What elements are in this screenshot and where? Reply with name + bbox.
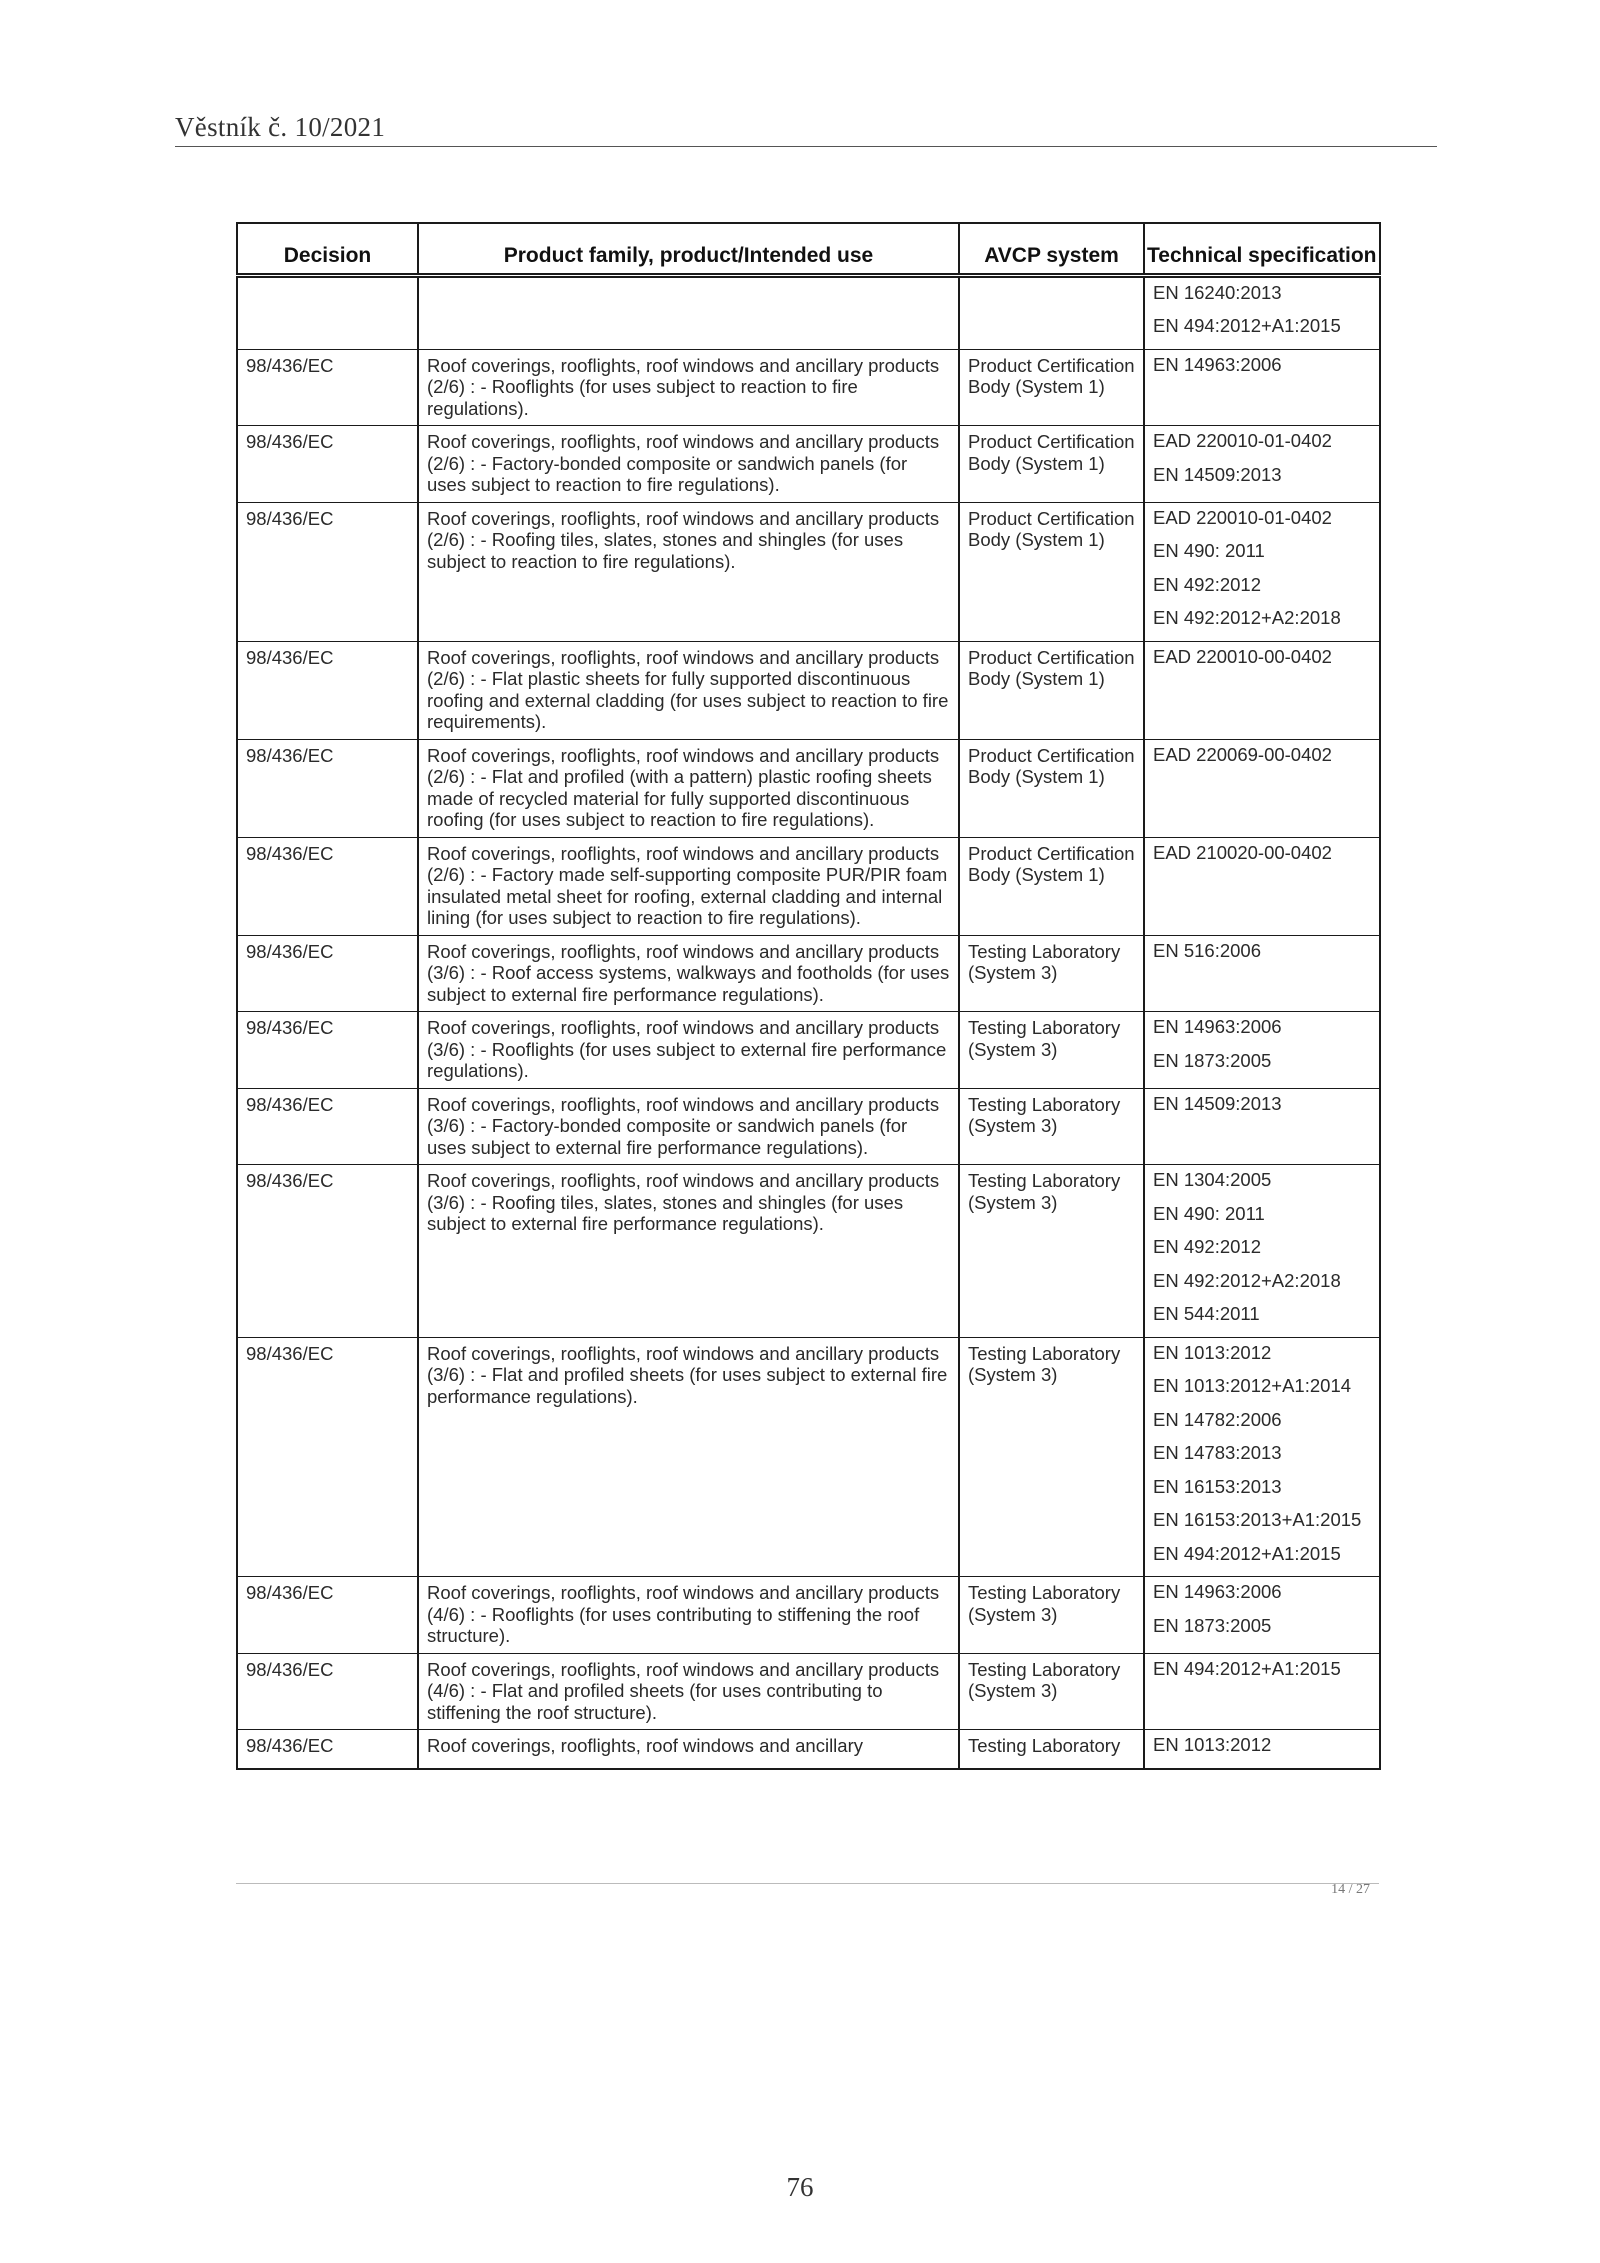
specification-item: EN 1013:2012 bbox=[1153, 1734, 1272, 1755]
specification-cell bbox=[1144, 1337, 1380, 1577]
avcp-cell bbox=[959, 275, 1144, 349]
specification-item: EN 1304:2005 bbox=[1153, 1169, 1272, 1190]
product-cell: Roof coverings, rooflights, roof windows and ancillary products (3/6) : - Roofing tiles, slates, stones and shingles (for uses subject to external fire performance regulations). bbox=[418, 1165, 959, 1338]
decision-cell: 98/436/EC bbox=[237, 1337, 418, 1577]
table-row bbox=[237, 1337, 1380, 1577]
page-of-counter: 14 / 27 bbox=[1331, 1882, 1370, 1897]
specification-item: EN 16153:2013+A1:2015 bbox=[1153, 1509, 1362, 1530]
column-header-product: Product family, product/Intended use bbox=[418, 223, 959, 275]
table-header-row bbox=[237, 223, 1380, 275]
product-cell: Roof coverings, rooflights, roof windows and ancillary products (4/6) : - Flat and profiled sheets (for uses contributing to stiffening the roof structure). bbox=[418, 1653, 959, 1730]
table-row bbox=[237, 1730, 1380, 1769]
specification-item: EN 14963:2006 bbox=[1153, 1016, 1282, 1037]
table-row bbox=[237, 641, 1380, 739]
product-cell: Roof coverings, rooflights, roof windows and ancillary products (2/6) : - Flat plastic sheets for fully supported discontinuous roofing and external cladding (for uses subject to reaction to fire requirements). bbox=[418, 641, 959, 739]
avcp-cell: Testing Laboratory bbox=[959, 1730, 1144, 1769]
table-row bbox=[237, 935, 1380, 1012]
product-cell: Roof coverings, rooflights, roof windows and ancillary products (3/6) : - Roof access systems, walkways and footholds (for uses subject to external fire performance regulations). bbox=[418, 935, 959, 1012]
column-header-avcp: AVCP system bbox=[959, 223, 1144, 275]
specification-item: EN 494:2012+A1:2015 bbox=[1153, 1542, 1341, 1564]
specification-item: EN 516:2006 bbox=[1153, 939, 1262, 961]
table-row bbox=[237, 426, 1380, 503]
specification-cell bbox=[1144, 739, 1380, 837]
decision-cell: 98/436/EC bbox=[237, 1088, 418, 1165]
decision-cell: 98/436/EC bbox=[237, 1730, 418, 1769]
table-row bbox=[237, 1577, 1380, 1654]
decision-cell: 98/436/EC bbox=[237, 739, 418, 837]
avcp-cell: Product Certification Body (System 1) bbox=[959, 502, 1144, 641]
specification-item: EN 16240:2013 bbox=[1153, 281, 1282, 303]
specification-cell bbox=[1144, 426, 1380, 503]
table-row bbox=[237, 1165, 1380, 1338]
specification-cell bbox=[1144, 502, 1380, 641]
table-row bbox=[237, 275, 1380, 349]
specification-item: EN 494:2012+A1:2015 bbox=[1153, 315, 1341, 336]
specification-item: EN 16153:2013 bbox=[1153, 1475, 1282, 1497]
decision-cell: 98/436/EC bbox=[237, 1165, 418, 1338]
specification-item: EN 14783:2013 bbox=[1153, 1442, 1282, 1463]
table-row bbox=[237, 502, 1380, 641]
decision-cell: 98/436/EC bbox=[237, 349, 418, 426]
specification-item: EAD 210020-00-0402 bbox=[1153, 841, 1332, 863]
product-cell: Roof coverings, rooflights, roof windows and ancillary products (2/6) : - Factory made self-supporting composite PUR/PIR foam insulated metal sheet for roofing, external cladding and internal lining (for uses subject to reaction to fire regulations). bbox=[418, 837, 959, 935]
column-header-decision: Decision bbox=[237, 223, 418, 275]
specification-item: EN 1013:2012 bbox=[1153, 1341, 1272, 1363]
decision-cell: 98/436/EC bbox=[237, 1012, 418, 1089]
specification-cell bbox=[1144, 1165, 1380, 1338]
avcp-cell: Testing Laboratory (System 3) bbox=[959, 1577, 1144, 1654]
product-cell: Roof coverings, rooflights, roof windows and ancillary bbox=[418, 1730, 959, 1769]
specification-cell bbox=[1144, 1730, 1380, 1769]
specification-cell bbox=[1144, 935, 1380, 1012]
specification-item: EAD 220010-01-0402 bbox=[1153, 430, 1332, 451]
table-row bbox=[237, 837, 1380, 935]
avcp-cell: Testing Laboratory (System 3) bbox=[959, 1165, 1144, 1338]
table-body bbox=[237, 275, 1380, 1769]
avcp-cell: Testing Laboratory (System 3) bbox=[959, 1088, 1144, 1165]
avcp-cell: Product Certification Body (System 1) bbox=[959, 837, 1144, 935]
avcp-cell: Testing Laboratory (System 3) bbox=[959, 935, 1144, 1012]
product-cell bbox=[418, 275, 959, 349]
specification-cell bbox=[1144, 275, 1380, 349]
specification-cell bbox=[1144, 1653, 1380, 1730]
specification-item: EAD 220010-01-0402 bbox=[1153, 506, 1332, 528]
running-header: Věstník č. 10/2021 bbox=[175, 112, 386, 142]
specification-item: EN 492:2012+A2:2018 bbox=[1153, 607, 1341, 628]
specification-item: EN 544:2011 bbox=[1153, 1303, 1260, 1324]
decision-cell: 98/436/EC bbox=[237, 1577, 418, 1654]
table-row bbox=[237, 739, 1380, 837]
decision-cell: 98/436/EC bbox=[237, 1653, 418, 1730]
header-rule bbox=[175, 146, 1437, 147]
product-cell: Roof coverings, rooflights, roof windows and ancillary products (2/6) : - Factory-bonded composite or sandwich panels (for uses subject to reaction to fire regulations). bbox=[418, 426, 959, 503]
specification-item: EN 1013:2012+A1:2014 bbox=[1153, 1375, 1352, 1396]
page-number: 76 bbox=[786, 2172, 814, 2202]
product-cell: Roof coverings, rooflights, roof windows and ancillary products (3/6) : - Factory-bonded composite or sandwich panels (for uses subject to external fire performance regulations). bbox=[418, 1088, 959, 1165]
product-cell: Roof coverings, rooflights, roof windows and ancillary products (3/6) : - Rooflights (for uses subject to external fire performance regulations). bbox=[418, 1012, 959, 1089]
product-cell: Roof coverings, rooflights, roof windows and ancillary products (2/6) : - Rooflights (for uses subject to reaction to fire regulations). bbox=[418, 349, 959, 426]
decision-cell bbox=[237, 275, 418, 349]
avcp-cell: Product Certification Body (System 1) bbox=[959, 349, 1144, 426]
product-cell: Roof coverings, rooflights, roof windows and ancillary products (3/6) : - Flat and profiled sheets (for uses subject to external fire performance regulations). bbox=[418, 1337, 959, 1577]
avcp-cell: Product Certification Body (System 1) bbox=[959, 641, 1144, 739]
specification-cell bbox=[1144, 1088, 1380, 1165]
product-cell: Roof coverings, rooflights, roof windows and ancillary products (2/6) : - Flat and profiled (with a pattern) plastic roofing sheets made of recycled material for fully supported discontinuous roofing (for uses subject to reaction to fire regulations). bbox=[418, 739, 959, 837]
avcp-cell: Testing Laboratory (System 3) bbox=[959, 1337, 1144, 1577]
specification-item: EN 492:2012+A2:2018 bbox=[1153, 1269, 1341, 1291]
specification-cell bbox=[1144, 641, 1380, 739]
specification-cell bbox=[1144, 837, 1380, 935]
specification-item: EN 14509:2013 bbox=[1153, 1092, 1282, 1114]
specification-item: EN 14782:2006 bbox=[1153, 1408, 1282, 1430]
decision-cell: 98/436/EC bbox=[237, 641, 418, 739]
specification-item: EAD 220010-00-0402 bbox=[1153, 645, 1332, 667]
decision-cell: 98/436/EC bbox=[237, 935, 418, 1012]
specification-item: EN 1873:2005 bbox=[1153, 1614, 1272, 1636]
avcp-cell: Testing Laboratory (System 3) bbox=[959, 1653, 1144, 1730]
specification-item: EAD 220069-00-0402 bbox=[1153, 743, 1332, 765]
table-row bbox=[237, 349, 1380, 426]
specification-item: EN 492:2012 bbox=[1153, 1236, 1262, 1257]
avcp-cell: Testing Laboratory (System 3) bbox=[959, 1012, 1144, 1089]
table-row bbox=[237, 1653, 1380, 1730]
specification-cell bbox=[1144, 1012, 1380, 1089]
footer-rule bbox=[236, 1883, 1379, 1884]
specification-item: EN 1873:2005 bbox=[1153, 1049, 1272, 1071]
specification-item: EN 492:2012 bbox=[1153, 573, 1262, 595]
product-cell: Roof coverings, rooflights, roof windows and ancillary products (4/6) : - Rooflights (for uses contributing to stiffening the roof structure). bbox=[418, 1577, 959, 1654]
decision-cell: 98/436/EC bbox=[237, 502, 418, 641]
specification-item: EN 490: 2011 bbox=[1153, 540, 1265, 561]
decision-cell: 98/436/EC bbox=[237, 837, 418, 935]
specification-cell bbox=[1144, 1577, 1380, 1654]
avcp-cell: Product Certification Body (System 1) bbox=[959, 739, 1144, 837]
specification-cell bbox=[1144, 349, 1380, 426]
specification-item: EN 14509:2013 bbox=[1153, 463, 1282, 485]
specification-item: EN 490: 2011 bbox=[1153, 1202, 1265, 1224]
specification-item: EN 14963:2006 bbox=[1153, 353, 1282, 375]
table-row bbox=[237, 1088, 1380, 1165]
specification-item: EN 494:2012+A1:2015 bbox=[1153, 1657, 1341, 1679]
avcp-cell: Product Certification Body (System 1) bbox=[959, 426, 1144, 503]
specification-item: EN 14963:2006 bbox=[1153, 1581, 1282, 1602]
table-row bbox=[237, 1012, 1380, 1089]
product-cell: Roof coverings, rooflights, roof windows and ancillary products (2/6) : - Roofing tiles, slates, stones and shingles (for uses subject to reaction to fire regulations). bbox=[418, 502, 959, 641]
decision-table bbox=[236, 222, 1381, 1770]
column-header-specification: Technical specification bbox=[1144, 223, 1380, 275]
decision-cell: 98/436/EC bbox=[237, 426, 418, 503]
